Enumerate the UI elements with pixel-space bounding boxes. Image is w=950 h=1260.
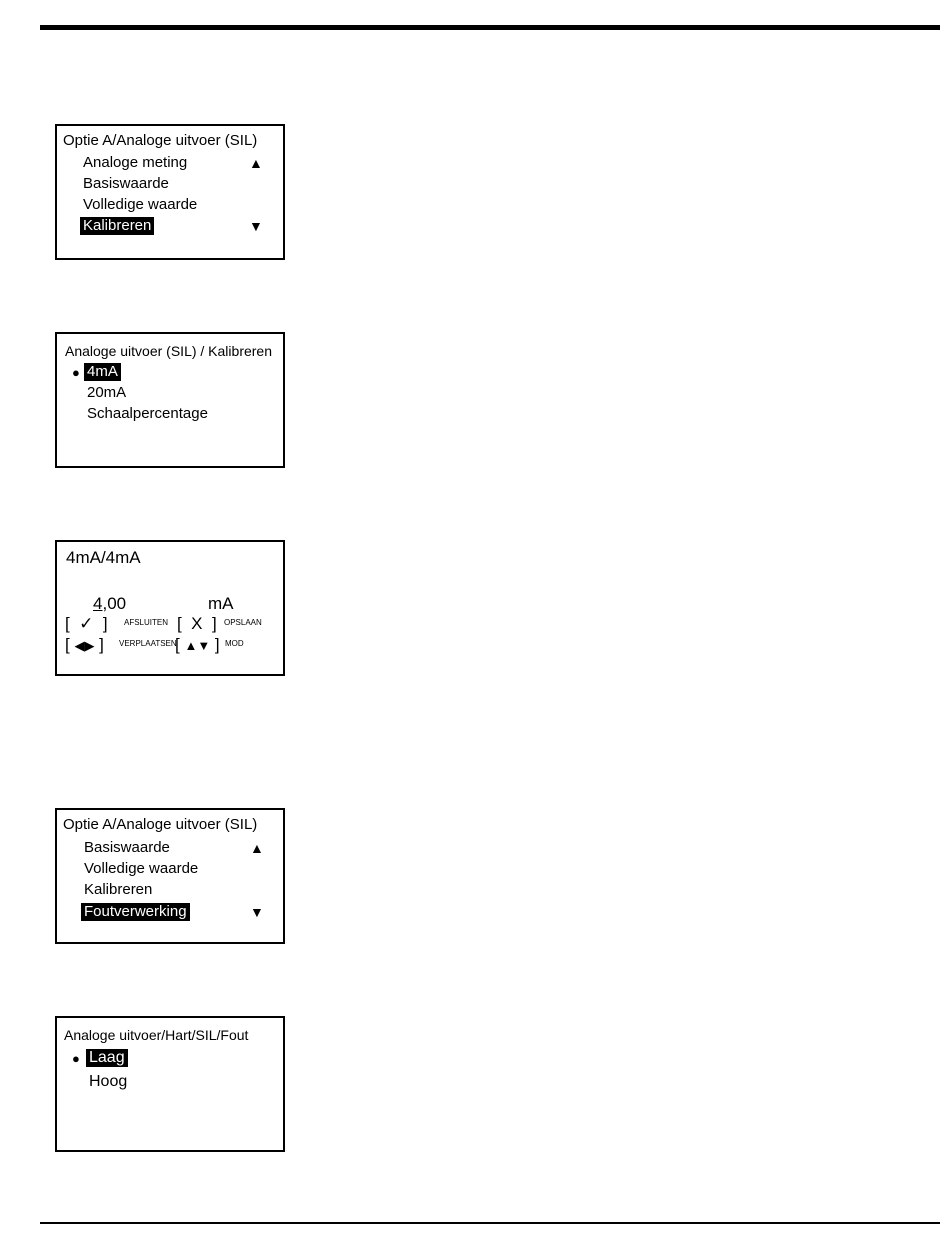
menu-item-hoog[interactable]: Hoog — [89, 1073, 128, 1090]
lcd-screen-4ma-calibration — [55, 540, 285, 676]
selection-bullet-icon: ● — [72, 365, 80, 380]
menu-item-basiswaarde[interactable]: Basiswaarde — [83, 175, 169, 192]
confirm-key[interactable]: [ ✓ ] — [65, 614, 108, 633]
menu-item-volledige-waarde[interactable]: Volledige waarde — [83, 196, 198, 213]
value-display[interactable] — [93, 594, 126, 614]
modify-key[interactable]: [ ▲▼ ] — [175, 635, 220, 654]
confirm-key-label: AFSLUITEN — [124, 618, 169, 627]
unit-label: mA — [208, 594, 234, 613]
menu-item-volledige-waarde[interactable]: Volledige waarde — [84, 860, 199, 877]
move-key[interactable]: [ ◀▶ ] — [65, 635, 104, 654]
cancel-key-label: OPSLAAN — [224, 618, 262, 627]
lcd-screen-analog-output-menu-2 — [55, 808, 285, 944]
menu-item-basiswaarde[interactable]: Basiswaarde — [84, 839, 170, 856]
screen-title: Optie A/Analoge uitvoer (SIL) — [63, 132, 258, 149]
value-remaining-digits: ,00 — [102, 594, 127, 613]
menu-item-20ma[interactable]: 20mA — [87, 384, 127, 401]
menu-item-foutverwerking-selected[interactable]: Foutverwerking — [81, 903, 190, 921]
scroll-up-icon[interactable]: ▲ — [249, 155, 263, 171]
menu-item-kalibreren-selected[interactable]: Kalibreren — [80, 217, 154, 235]
lcd-screen-analog-output-menu — [55, 124, 285, 260]
screen-title: 4mA/4mA — [66, 548, 141, 567]
scroll-down-icon[interactable]: ▼ — [249, 218, 263, 234]
checkmark-icon: ✓ — [79, 614, 94, 633]
modify-key-label: MOD — [225, 639, 244, 648]
screen-title: Optie A/Analoge uitvoer (SIL) — [63, 816, 258, 833]
screen-title: Analoge uitvoer/Hart/SIL/Fout — [64, 1027, 249, 1043]
value-cursor-digit: 4 — [93, 594, 103, 613]
scroll-up-icon[interactable]: ▲ — [250, 840, 264, 856]
menu-item-4ma-selected[interactable]: 4mA — [84, 363, 121, 381]
up-down-arrows-icon: ▲▼ — [184, 638, 211, 653]
menu-item-kalibreren[interactable]: Kalibreren — [84, 881, 153, 898]
menu-item-schaalpercentage[interactable]: Schaalpercentage — [87, 405, 208, 422]
move-key-label: VERPLAATSEN — [119, 639, 177, 648]
bottom-rule — [40, 1222, 940, 1224]
cancel-x-icon: X — [191, 614, 203, 633]
menu-item-analoge-meting[interactable]: Analoge meting — [83, 154, 188, 171]
lcd-screen-fault-handling — [55, 1016, 285, 1152]
top-rule — [40, 25, 940, 30]
lcd-screen-calibrate-menu — [55, 332, 285, 468]
selection-bullet-icon: ● — [72, 1051, 80, 1066]
screen-title: Analoge uitvoer (SIL) / Kalibreren — [65, 343, 272, 359]
menu-item-laag-selected[interactable]: Laag — [86, 1049, 128, 1067]
left-right-arrows-icon: ◀▶ — [74, 638, 95, 653]
cancel-key[interactable]: [ X ] — [177, 614, 217, 633]
scroll-down-icon[interactable]: ▼ — [250, 904, 264, 920]
